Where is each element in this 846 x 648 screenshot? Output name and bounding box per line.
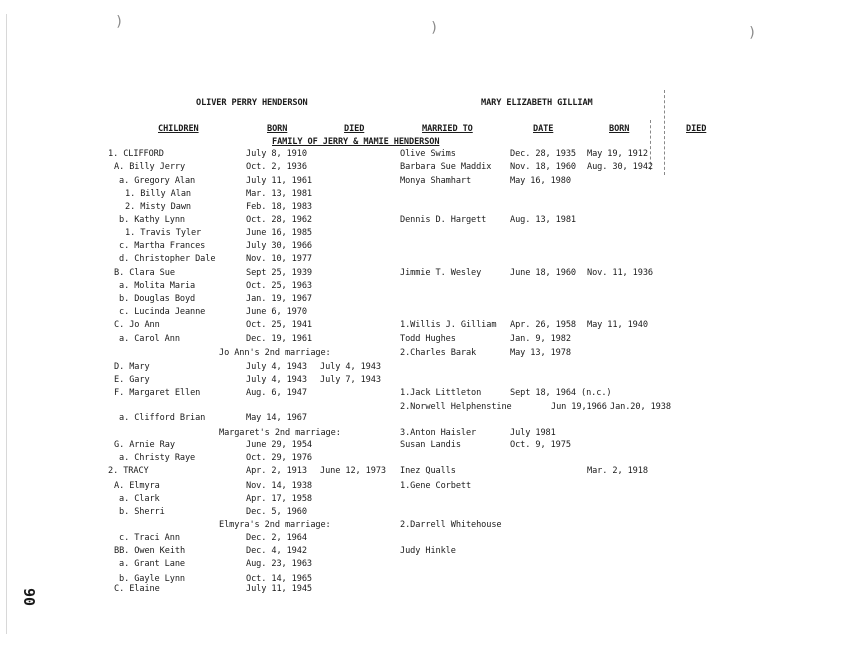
column-header-married-to: MARRIED TO [422, 124, 473, 134]
page-number: 90 [20, 587, 39, 607]
table-row [0, 494, 846, 506]
born-date: Jan. 19, 1967 [246, 294, 312, 304]
marriage-note: Elmyra's 2nd marriage: [219, 520, 331, 530]
child-name: a. Molita Maria [119, 281, 196, 291]
marriage-date: Dec. 28, 1935 [510, 149, 576, 159]
spouse-born-date: May 19, 1912 [587, 149, 648, 159]
table-row [0, 202, 846, 214]
marriage-date: Sept 18, 1964 (n.c.) [510, 388, 612, 398]
marriage-date: Oct. 9, 1975 [510, 440, 571, 450]
marriage-date: Jan. 9, 1982 [510, 334, 571, 344]
marriage-date: May 13, 1978 [510, 348, 571, 358]
child-name: C. Elaine [114, 584, 160, 594]
child-name: a. Christy Raye [119, 453, 196, 463]
scan-mark: ) [115, 14, 124, 30]
child-name: a. Clifford Brian [119, 413, 206, 423]
born-date: Dec. 4, 1942 [246, 546, 307, 556]
married-to: Olive Swims [400, 149, 456, 159]
born-date: July 8, 1910 [246, 149, 307, 159]
marriage-date: July 1981 [510, 428, 556, 438]
born-date: June 16, 1985 [246, 228, 312, 238]
child-name: B. Clara Sue [114, 268, 175, 278]
child-name: c. Martha Frances [119, 241, 206, 251]
born-date: Nov. 14, 1938 [246, 481, 312, 491]
born-date: July 4, 1943 [246, 375, 307, 385]
born-date: Oct. 29, 1976 [246, 453, 312, 463]
table-row [0, 440, 846, 452]
table-row [0, 228, 846, 240]
table-row [0, 307, 846, 319]
born-date: Apr. 2, 1913 [246, 466, 307, 476]
column-header-born: BORN [267, 124, 288, 134]
table-row [0, 149, 846, 161]
child-name: d. Christopher Dale [119, 254, 216, 264]
born-date: Dec. 19, 1961 [246, 334, 312, 344]
married-to: Judy Hinkle [400, 546, 456, 556]
married-to: 1.Willis J. Gilliam [400, 320, 497, 330]
born-date: June 6, 1970 [246, 307, 307, 317]
child-name: A. Billy Jerry [114, 162, 186, 172]
table-row [0, 584, 846, 596]
born-date: July 11, 1961 [246, 176, 312, 186]
spouse-born-date: Jan.20, 1938 [610, 402, 671, 412]
born-date: Dec. 5, 1960 [246, 507, 307, 517]
born-date: Oct. 25, 1941 [246, 320, 312, 330]
married-to: 2.Darrell Whitehouse [400, 520, 502, 530]
born-date: Apr. 17, 1958 [246, 494, 312, 504]
born-date: July 30, 1966 [246, 241, 312, 251]
table-row [0, 215, 846, 227]
table-row [0, 388, 846, 400]
born-date: July 4, 1943 [246, 362, 307, 372]
marriage-note: Jo Ann's 2nd marriage: [219, 348, 331, 358]
marriage-date: June 18, 1960 [510, 268, 576, 278]
child-name: D. Mary [114, 362, 150, 372]
table-row [0, 559, 846, 571]
born-date: Dec. 2, 1964 [246, 533, 307, 543]
born-date: Mar. 13, 1981 [246, 189, 312, 199]
column-header-died: DIED [344, 124, 365, 134]
table-row [0, 176, 846, 188]
married-to: Barbara Sue Maddix [400, 162, 492, 172]
married-to: 1.Jack Littleton [400, 388, 482, 398]
born-date: June 29, 1954 [246, 440, 312, 450]
married-to: Inez Qualls [400, 466, 456, 476]
table-row [0, 281, 846, 293]
table-row [0, 413, 846, 425]
table-row [0, 428, 846, 440]
table-row [0, 546, 846, 558]
born-date: Oct. 28, 1962 [246, 215, 312, 225]
family-subtitle: FAMILY OF JERRY & MAMIE HENDERSON [272, 137, 440, 147]
child-name: b. Gayle Lynn [119, 574, 185, 584]
spouse-born-date: Mar. 2, 1918 [587, 466, 648, 476]
born-date: Feb. 18, 1983 [246, 202, 312, 212]
table-row [0, 348, 846, 360]
table-row [0, 520, 846, 532]
table-row [0, 453, 846, 465]
table-row [0, 241, 846, 253]
born-date: Nov. 10, 1977 [246, 254, 312, 264]
child-name: a. Carol Ann [119, 334, 180, 344]
child-name: 1. Travis Tyler [125, 228, 202, 238]
spouse-born-date: Aug. 30, 1942 [587, 162, 653, 172]
column-header-date: DATE [533, 124, 554, 134]
husband-name: OLIVER PERRY HENDERSON [196, 98, 308, 108]
spouse-born-date: May 11, 1940 [587, 320, 648, 330]
table-row [0, 362, 846, 374]
born-date: May 14, 1967 [246, 413, 307, 423]
table-row [0, 481, 846, 493]
child-name: a. Clark [119, 494, 160, 504]
column-header-children: CHILDREN [158, 124, 199, 134]
column-header-spouse-born: BORN [609, 124, 630, 134]
table-row [0, 320, 846, 332]
marriage-date: Nov. 18, 1960 [510, 162, 576, 172]
married-to: Todd Hughes [400, 334, 456, 344]
table-row [0, 162, 846, 174]
spouse-born-date: Nov. 11, 1936 [587, 268, 653, 278]
marriage-date: May 16, 1980 [510, 176, 571, 186]
child-name: c. Traci Ann [119, 533, 180, 543]
child-name: 2. Misty Dawn [125, 202, 191, 212]
table-row [0, 375, 846, 387]
born-date: Oct. 25, 1963 [246, 281, 312, 291]
married-to: 2.Charles Barak [400, 348, 477, 358]
scan-mark: ) [430, 20, 439, 36]
table-row [0, 189, 846, 201]
died-date: July 7, 1943 [320, 375, 381, 385]
child-name: BB. Owen Keith [114, 546, 186, 556]
born-date: Aug. 6, 1947 [246, 388, 307, 398]
child-name: 2. TRACY [108, 466, 149, 476]
married-to: Dennis D. Hargett [400, 215, 487, 225]
married-to: 1.Gene Corbett [400, 481, 472, 491]
born-date: Sept 25, 1939 [246, 268, 312, 278]
child-name: b. Sherri [119, 507, 165, 517]
child-name: 1. Billy Alan [125, 189, 191, 199]
table-row [0, 533, 846, 545]
married-to: Susan Landis [400, 440, 461, 450]
marriage-date: Apr. 26, 1958 [510, 320, 576, 330]
marriage-date: Aug. 13, 1981 [510, 215, 576, 225]
table-row [0, 507, 846, 519]
child-name: C. Jo Ann [114, 320, 160, 330]
born-date: July 11, 1945 [246, 584, 312, 594]
married-to: 3.Anton Haisler [400, 428, 477, 438]
child-name: b. Kathy Lynn [119, 215, 185, 225]
died-date: June 12, 1973 [320, 466, 386, 476]
child-name: G. Arnie Ray [114, 440, 175, 450]
child-name: a. Gregory Alan [119, 176, 196, 186]
marriage-date: Jun 19,1966 [551, 402, 607, 412]
child-name: A. Elmyra [114, 481, 160, 491]
marriage-note: Margaret's 2nd marriage: [219, 428, 341, 438]
table-row [0, 268, 846, 280]
child-name: 1. CLIFFORD [108, 149, 164, 159]
table-row [0, 466, 846, 478]
wife-name: MARY ELIZABETH GILLIAM [481, 98, 593, 108]
born-date: Oct. 14, 1965 [246, 574, 312, 584]
married-to: Monya Shamhart [400, 176, 472, 186]
scan-mark: ) [748, 25, 757, 41]
child-name: F. Margaret Ellen [114, 388, 201, 398]
married-to: 2.Norwell Helphenstine [400, 402, 512, 412]
born-date: Oct. 2, 1936 [246, 162, 307, 172]
column-header-spouse-died: DIED [686, 124, 707, 134]
child-name: E. Gary [114, 375, 150, 385]
table-row [0, 334, 846, 346]
child-name: c. Lucinda Jeanne [119, 307, 206, 317]
born-date: Aug. 23, 1963 [246, 559, 312, 569]
child-name: b. Douglas Boyd [119, 294, 196, 304]
died-date: July 4, 1943 [320, 362, 381, 372]
table-row [0, 294, 846, 306]
married-to: Jimmie T. Wesley [400, 268, 482, 278]
table-row [0, 254, 846, 266]
child-name: a. Grant Lane [119, 559, 185, 569]
